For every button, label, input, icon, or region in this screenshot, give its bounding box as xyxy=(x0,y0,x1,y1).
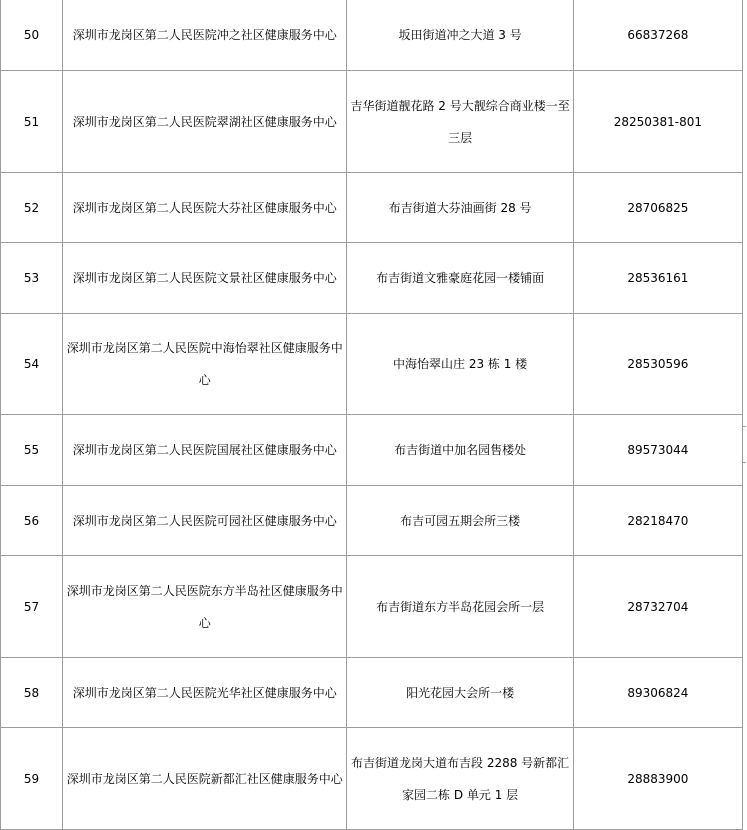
row-number: 53 xyxy=(1,243,63,314)
center-address: 布吉街道龙岗大道布吉段 2288 号新都汇家园二栋 D 单元 1 层 xyxy=(347,728,573,830)
table-row xyxy=(1,0,743,71)
center-name: 深圳市龙岗区第二人民医院可园社区健康服务中心 xyxy=(63,486,347,556)
center-name: 深圳市龙岗区第二人民医院冲之社区健康服务中心 xyxy=(63,0,347,71)
center-address: 布吉街道中加名园售楼处 xyxy=(347,415,573,486)
center-name: 深圳市龙岗区第二人民医院东方半岛社区健康服务中心 xyxy=(63,556,347,658)
edge-tick xyxy=(743,462,746,463)
center-phone: 28250381-801 xyxy=(573,71,742,173)
center-phone: 28883900 xyxy=(573,728,742,830)
row-number: 58 xyxy=(1,658,63,728)
table-row xyxy=(1,71,743,173)
table-row xyxy=(1,314,743,415)
center-address: 中海怡翠山庄 23 栋 1 楼 xyxy=(347,314,573,415)
center-address: 布吉街道大芬油画街 28 号 xyxy=(347,173,573,243)
row-number: 55 xyxy=(1,415,63,486)
center-phone: 28530596 xyxy=(573,314,742,415)
center-address: 布吉街道东方半岛花园会所一层 xyxy=(347,556,573,658)
center-phone: 28706825 xyxy=(573,173,742,243)
center-phone: 28732704 xyxy=(573,556,742,658)
center-name: 深圳市龙岗区第二人民医院国展社区健康服务中心 xyxy=(63,415,347,486)
center-phone: 66837268 xyxy=(573,0,742,71)
center-address: 吉华街道靓花路 2 号大靓综合商业楼一至三层 xyxy=(347,71,573,173)
center-phone: 28218470 xyxy=(573,486,742,556)
center-phone: 89306824 xyxy=(573,658,742,728)
center-phone: 89573044 xyxy=(573,415,742,486)
row-number: 51 xyxy=(1,71,63,173)
center-name: 深圳市龙岗区第二人民医院大芬社区健康服务中心 xyxy=(63,173,347,243)
center-address: 布吉可园五期会所三楼 xyxy=(347,486,573,556)
center-name: 深圳市龙岗区第二人民医院翠湖社区健康服务中心 xyxy=(63,71,347,173)
center-name: 深圳市龙岗区第二人民医院新都汇社区健康服务中心 xyxy=(63,728,347,830)
table-row xyxy=(1,415,743,486)
row-number: 59 xyxy=(1,728,63,830)
table-row xyxy=(1,243,743,314)
edge-tick xyxy=(743,426,746,427)
table-row xyxy=(1,486,743,556)
row-number: 52 xyxy=(1,173,63,243)
center-address: 阳光花园大会所一楼 xyxy=(347,658,573,728)
center-address: 布吉街道文雅豪庭花园一楼铺面 xyxy=(347,243,573,314)
table-row xyxy=(1,658,743,728)
center-name: 深圳市龙岗区第二人民医院文景社区健康服务中心 xyxy=(63,243,347,314)
table-row xyxy=(1,556,743,658)
row-number: 50 xyxy=(1,0,63,71)
row-number: 56 xyxy=(1,486,63,556)
center-phone: 28536161 xyxy=(573,243,742,314)
center-address: 坂田街道冲之大道 3 号 xyxy=(347,0,573,71)
table-row xyxy=(1,173,743,243)
table-row xyxy=(1,728,743,830)
center-name: 深圳市龙岗区第二人民医院光华社区健康服务中心 xyxy=(63,658,347,728)
row-number: 57 xyxy=(1,556,63,658)
center-name: 深圳市龙岗区第二人民医院中海怡翠社区健康服务中心 xyxy=(63,314,347,415)
row-number: 54 xyxy=(1,314,63,415)
